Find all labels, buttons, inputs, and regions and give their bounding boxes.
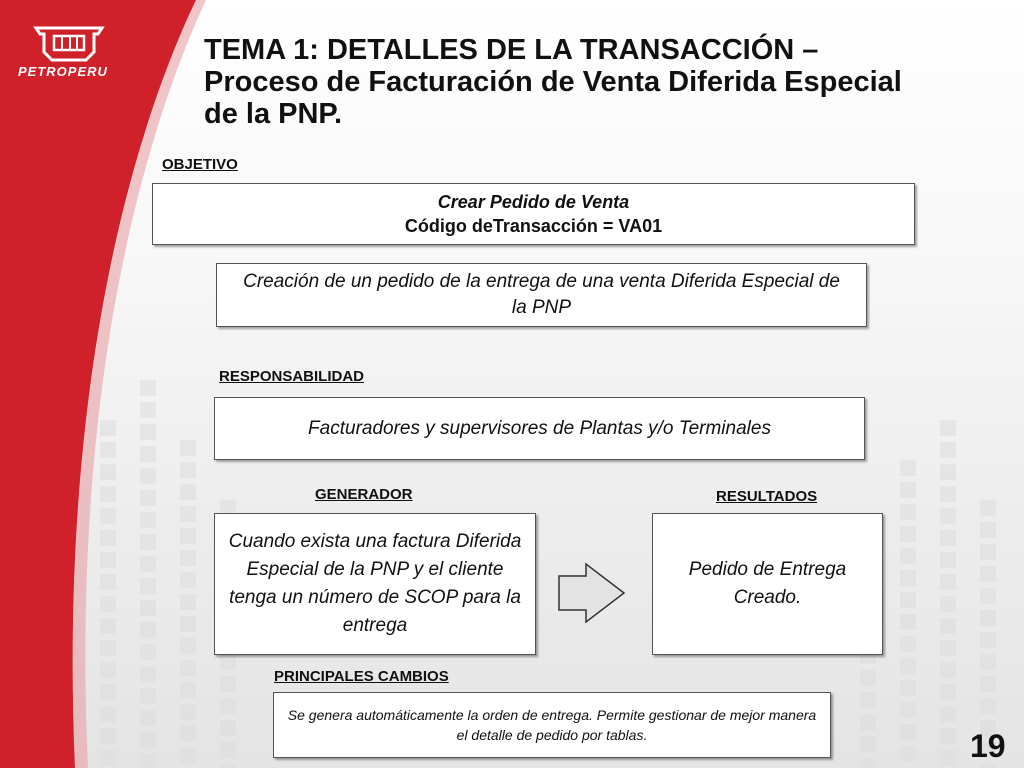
background-grid-square — [140, 556, 156, 572]
background-grid-square — [180, 462, 196, 478]
responsabilidad-label: RESPONSABILIDAD — [219, 368, 365, 385]
background-grid-square — [100, 640, 116, 656]
background-grid-square — [940, 706, 956, 722]
background-grid-square — [140, 666, 156, 682]
background-grid-square — [980, 544, 996, 560]
responsabilidad-box — [214, 397, 865, 460]
background-grid-square — [900, 746, 916, 762]
background-grid-square — [140, 490, 156, 506]
resultados-label: RESULTADOS — [716, 488, 818, 505]
background-grid-square — [140, 446, 156, 462]
background-grid-square — [900, 658, 916, 674]
background-grid-square — [180, 484, 196, 500]
background-grid-square — [940, 442, 956, 458]
background-grid-square — [140, 380, 156, 396]
background-grid-square — [140, 402, 156, 418]
background-grid-square — [900, 526, 916, 542]
background-grid-square — [900, 570, 916, 586]
background-grid-square — [140, 732, 156, 748]
background-grid-square — [180, 748, 196, 764]
background-grid-square — [980, 654, 996, 670]
background-grid-square — [140, 754, 156, 768]
background-grid-square — [220, 720, 236, 736]
background-grid-square — [940, 508, 956, 524]
background-grid-square — [180, 726, 196, 742]
background-grid-square — [940, 574, 956, 590]
background-grid-square — [100, 618, 116, 634]
background-grid-square — [140, 710, 156, 726]
background-grid-square — [860, 736, 876, 752]
page-number: 19 — [970, 728, 1006, 764]
principales-cambios-text: Se genera automáticamente la orden de entrega. Permite gestionar de mejor manera el detalle de pedido por tablas. — [287, 707, 817, 743]
background-grid-square — [100, 508, 116, 524]
background-grid-square — [900, 504, 916, 520]
background-grid-square — [980, 500, 996, 516]
background-grid-square — [100, 750, 116, 766]
background-grid-square — [100, 464, 116, 480]
objetivo-description: Creación de un pedido de la entrega de una venta Diferida Especial de la PNP — [243, 271, 840, 318]
background-grid-square — [860, 758, 876, 768]
background-grid-square — [180, 682, 196, 698]
background-grid-square — [100, 728, 116, 744]
background-grid-square — [220, 654, 236, 670]
background-grid-square — [100, 574, 116, 590]
background-grid-square — [900, 548, 916, 564]
background-grid-square — [140, 688, 156, 704]
background-grid-square — [140, 424, 156, 440]
background-grid-square — [180, 528, 196, 544]
background-grid-square — [980, 698, 996, 714]
background-grid-square — [180, 704, 196, 720]
principales-cambios-label: PRINCIPALES CAMBIOS — [274, 668, 449, 685]
background-grid-square — [900, 724, 916, 740]
background-grid-square — [100, 552, 116, 568]
background-grid-square — [860, 670, 876, 686]
background-grid-square — [860, 714, 876, 730]
background-grid-square — [980, 588, 996, 604]
background-grid-square — [980, 522, 996, 538]
background-grid-square — [900, 460, 916, 476]
background-grid-square — [980, 566, 996, 582]
background-grid-square — [860, 692, 876, 708]
background-grid-square — [100, 530, 116, 546]
background-grid-square — [980, 610, 996, 626]
background-grid-square — [940, 420, 956, 436]
objetivo-line2: Código deTransacción = VA01 — [404, 216, 663, 236]
background-grid-square — [140, 578, 156, 594]
resultados-text: Pedido de Entrega Creado. — [688, 559, 847, 608]
background-grid-square — [940, 530, 956, 546]
background-grid-square — [940, 750, 956, 766]
petroperu-logo-icon — [14, 24, 124, 64]
generador-text: Cuando exista una factura Diferida Especial de la PNP y el cliente tenga un número de SCOP para la entrega — [228, 531, 522, 636]
background-grid-square — [900, 636, 916, 652]
background-grid-square — [980, 676, 996, 692]
background-grid-square — [940, 552, 956, 568]
background-grid-square — [180, 594, 196, 610]
background-grid-square — [940, 640, 956, 656]
generador-box — [214, 513, 536, 655]
background-grid-square — [100, 684, 116, 700]
background-grid-square — [220, 742, 236, 758]
background-grid-square — [940, 618, 956, 634]
background-grid-square — [140, 644, 156, 660]
background-grid-square — [180, 638, 196, 654]
background-grid-square — [140, 512, 156, 528]
background-grid-square — [180, 572, 196, 588]
background-grid-square — [180, 550, 196, 566]
background-grid-square — [940, 596, 956, 612]
background-grid-square — [980, 632, 996, 648]
responsabilidad-text: Facturadores y supervisores de Plantas y/o Terminales — [308, 417, 771, 439]
resultados-box — [652, 513, 883, 655]
background-grid-square — [900, 702, 916, 718]
background-grid-square — [900, 614, 916, 630]
page-title: TEMA 1: DETALLES DE LA TRANSACCIÓN – Proceso de Facturación de Venta Diferida Especial de la PNP. — [204, 34, 902, 130]
background-grid-square — [940, 684, 956, 700]
background-grid-square — [180, 506, 196, 522]
objetivo-description-box — [216, 263, 867, 327]
background-grid-square — [100, 596, 116, 612]
logo-text: PETROPERU — [18, 64, 108, 79]
generador-label: GENERADOR — [315, 486, 413, 503]
background-grid-square — [140, 622, 156, 638]
background-grid-square — [180, 616, 196, 632]
background-grid-square — [140, 468, 156, 484]
background-grid-square — [940, 486, 956, 502]
background-grid-square — [140, 600, 156, 616]
right-arrow-icon — [558, 562, 628, 626]
background-grid-square — [100, 442, 116, 458]
background-grid-square — [900, 592, 916, 608]
background-grid-square — [100, 662, 116, 678]
objetivo-label: OBJETIVO — [162, 156, 238, 173]
background-grid-square — [940, 464, 956, 480]
background-grid-square — [140, 534, 156, 550]
background-grid-square — [100, 420, 116, 436]
objetivo-line1: Crear Pedido de Venta — [437, 192, 630, 212]
background-grid-square — [900, 680, 916, 696]
background-grid-square — [220, 698, 236, 714]
background-grid-square — [940, 662, 956, 678]
background-grid-square — [220, 676, 236, 692]
background-grid-square — [100, 706, 116, 722]
background-grid-square — [100, 486, 116, 502]
background-grid-square — [900, 482, 916, 498]
principales-cambios-box — [273, 692, 831, 758]
background-grid-square — [940, 728, 956, 744]
background-grid-square — [180, 660, 196, 676]
background-grid-square — [220, 764, 236, 768]
objetivo-box — [152, 183, 915, 245]
background-grid-square — [180, 440, 196, 456]
